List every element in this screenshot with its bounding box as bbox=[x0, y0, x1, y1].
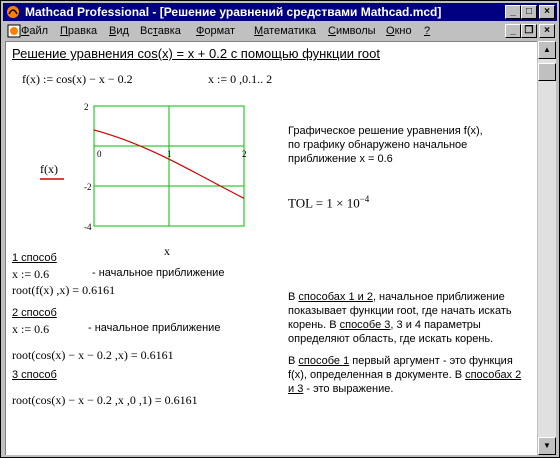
menu-bar bbox=[3, 22, 557, 40]
doc-restore-button[interactable]: ❐ bbox=[521, 24, 537, 38]
window-title: Mathcad Professional - [Решение уравнений средствами Mathcad.mcd] bbox=[25, 5, 442, 19]
menu-format[interactable]: Формат bbox=[196, 25, 236, 37]
explanation-paragraph-1 bbox=[288, 290, 512, 346]
link-method-1[interactable]: способе 1 bbox=[298, 355, 350, 367]
para1-text: определяют область, где искать корень. bbox=[288, 333, 494, 345]
graph-note-line-1: Графическое решение уравнения f(x), bbox=[288, 125, 483, 137]
scroll-up-button[interactable]: ▲ bbox=[538, 41, 556, 59]
method-3-root[interactable]: root(cos(x) − x − 0.2 ,x ,0 ,1) = 0.6161 bbox=[12, 393, 198, 407]
title-bar[interactable] bbox=[3, 3, 557, 21]
worksheet[interactable] bbox=[5, 41, 537, 455]
scroll-down-button[interactable]: ▼ bbox=[538, 437, 556, 455]
menu-file-label: айл bbox=[29, 25, 49, 37]
menu-insert-label-a: Вс bbox=[140, 25, 153, 37]
para2-text: f(x), определенная в документе. В bbox=[288, 369, 466, 381]
y-tick-label: 2 bbox=[84, 102, 89, 112]
x-tick-label: 1 bbox=[167, 149, 172, 159]
method-2-title: 2 способ bbox=[12, 307, 57, 319]
menu-edit[interactable]: Правка bbox=[60, 25, 98, 37]
para2-text: В bbox=[288, 355, 299, 367]
graph-note bbox=[288, 124, 483, 166]
tol-exponent: −4 bbox=[359, 194, 370, 204]
method-2-note: - начальное приближение bbox=[88, 322, 221, 334]
menu-file[interactable]: Файл bbox=[21, 25, 49, 37]
document-icon[interactable] bbox=[7, 24, 21, 38]
para1-text: показывает функции root, где начать искать bbox=[288, 305, 512, 317]
menu-window[interactable]: Окно bbox=[386, 25, 412, 37]
link-methods-1-2[interactable]: способах 1 и 2 bbox=[298, 291, 373, 303]
menu-window-label: кно bbox=[394, 25, 412, 37]
menu-help-label: ? bbox=[424, 25, 431, 37]
para1-text: , 3 и 4 параметры bbox=[390, 319, 481, 331]
maximize-button[interactable]: □ bbox=[521, 5, 537, 19]
menu-math[interactable]: Математика bbox=[254, 25, 316, 37]
graph-note-line-3: приближение x = 0.6 bbox=[288, 153, 393, 165]
link-method-3[interactable]: способе 3 bbox=[339, 319, 391, 331]
y-tick-label: -2 bbox=[84, 182, 92, 192]
range-definition[interactable]: x := 0 ,0.1.. 2 bbox=[208, 72, 273, 86]
method-1-root[interactable]: root(f(x) ,x) = 0.6161 bbox=[12, 283, 116, 297]
para2-text: первый аргумент - это функция bbox=[349, 355, 513, 367]
mathcad-app-icon bbox=[6, 5, 20, 19]
para1-text: , начальное приближение bbox=[372, 291, 505, 303]
menu-format-label: ормат bbox=[204, 25, 236, 37]
para1-text: В bbox=[288, 291, 299, 303]
worksheet-heading: Решение уравнения cos(x) = x + 0.2 с помощью функции root bbox=[12, 46, 380, 61]
menu-edit-label: равка bbox=[67, 25, 98, 37]
link-and-3[interactable]: и 3 bbox=[288, 383, 304, 395]
scroll-thumb[interactable] bbox=[538, 63, 556, 81]
menu-help[interactable] bbox=[424, 25, 430, 37]
method-2-root[interactable]: root(cos(x) − x − 0.2 ,x) = 0.6161 bbox=[12, 348, 174, 362]
explanation-paragraph-2 bbox=[288, 354, 521, 396]
graph-note-line-2: по графику обнаружено начальное bbox=[288, 139, 468, 151]
plot-y-label: f(x) bbox=[40, 162, 58, 176]
x-tick-label: 2 bbox=[242, 149, 247, 159]
menu-insert-label-b: авка bbox=[157, 25, 181, 37]
plot-x-label: x bbox=[164, 244, 170, 258]
para1-text: корень. В bbox=[288, 319, 340, 331]
close-button[interactable]: × bbox=[539, 5, 555, 19]
method-3-title: 3 способ bbox=[12, 369, 57, 381]
doc-minimize-button[interactable]: _ bbox=[505, 24, 521, 38]
x-tick-label: 0 bbox=[97, 149, 102, 159]
menu-symbols[interactable]: Символы bbox=[328, 25, 376, 37]
menu-view[interactable]: Вид bbox=[109, 25, 129, 37]
tol-base: TOL = 1 × 10 bbox=[288, 195, 360, 211]
link-methods-2[interactable]: способах 2 bbox=[465, 369, 522, 381]
para2-text: - это выражение. bbox=[303, 383, 394, 395]
menu-symbols-label: имволы bbox=[335, 25, 376, 37]
y-tick-label: -4 bbox=[84, 222, 92, 232]
menu-math-label: атематика bbox=[263, 25, 316, 37]
method-2-initial[interactable]: x := 0.6 bbox=[12, 322, 50, 336]
vertical-scrollbar[interactable] bbox=[538, 41, 556, 455]
minimize-button[interactable]: _ bbox=[505, 5, 521, 19]
doc-close-button[interactable]: × bbox=[539, 24, 555, 38]
method-1-initial[interactable]: x := 0.6 bbox=[12, 267, 50, 281]
menu-view-label: ид bbox=[116, 25, 129, 37]
method-1-note: - начальное приближение bbox=[92, 267, 225, 279]
function-definition[interactable]: f(x) := cos(x) − x − 0.2 bbox=[22, 72, 133, 86]
tol-definition[interactable] bbox=[288, 194, 369, 211]
method-1-title: 1 способ bbox=[12, 252, 57, 264]
menu-insert[interactable]: Вставка bbox=[140, 25, 181, 37]
